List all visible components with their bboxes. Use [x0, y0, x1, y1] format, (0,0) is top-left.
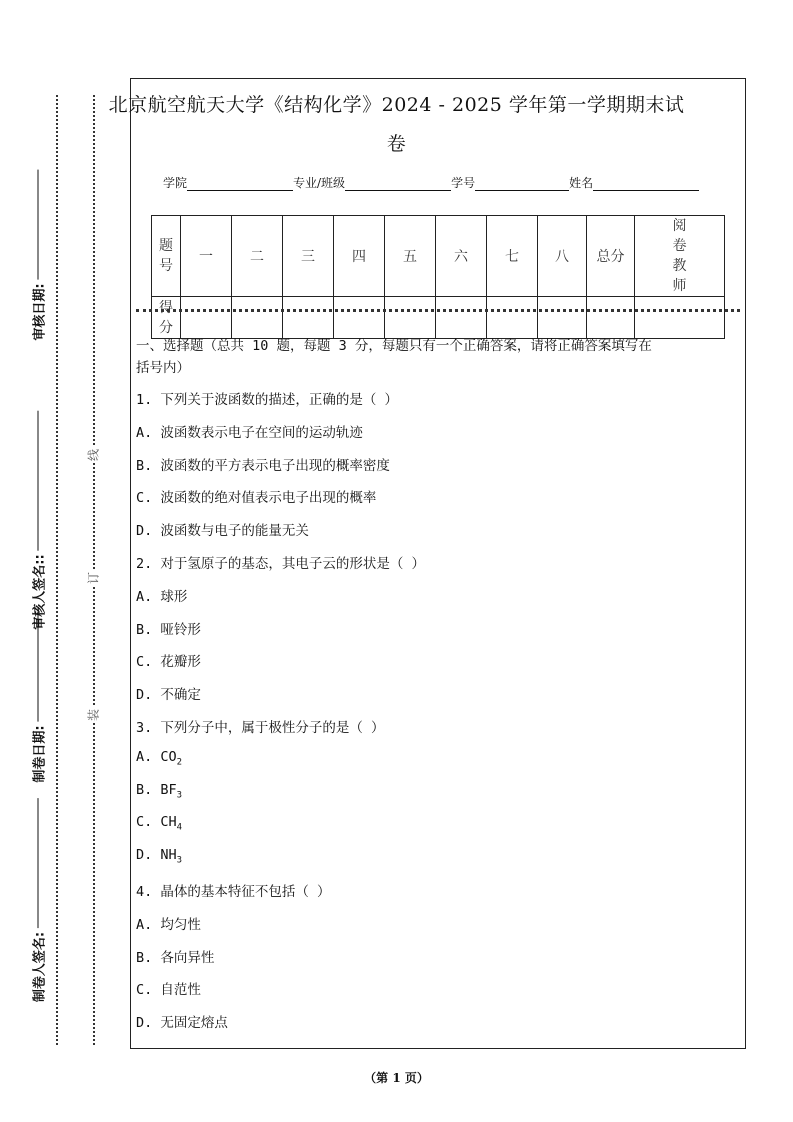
binding-mark-staple: 装	[86, 708, 101, 722]
question-stem: 4. 晶体的基本特征不包括（ ）	[136, 884, 331, 900]
answer-option: A. 均匀性	[136, 916, 201, 933]
binding-mark-line: 线	[86, 448, 101, 462]
score-cell[interactable]	[232, 297, 283, 339]
score-cell[interactable]	[436, 297, 487, 339]
college-field[interactable]	[187, 177, 293, 191]
score-table	[151, 215, 725, 339]
option-text: A. CO	[136, 748, 177, 765]
reviewer-signature-label: 审核人签名::	[32, 554, 48, 630]
review-date-line[interactable]	[38, 169, 39, 279]
student-info	[163, 174, 699, 191]
header-cell: 五	[385, 216, 436, 297]
reviewer-signature-field	[29, 410, 48, 629]
header-cell: 四	[334, 216, 385, 297]
major-label: 专业/班级	[293, 176, 346, 190]
header-cell: 七	[487, 216, 538, 297]
exam-title: 北京航空航天大学《结构化学》2024 - 2025 学年第一学期期末试	[108, 94, 685, 116]
score-table-row	[152, 297, 725, 339]
option-text: D. NH	[136, 847, 177, 864]
score-table-header	[152, 216, 725, 297]
major-field[interactable]	[345, 177, 451, 191]
separator	[136, 309, 740, 312]
setter-date-label: 制卷日期:	[32, 725, 48, 783]
row-label: 得分	[152, 297, 181, 339]
page-number: （第 1 页）	[364, 1071, 429, 1085]
answer-option	[136, 814, 182, 833]
score-cell[interactable]	[181, 297, 232, 339]
header-cell: 题号	[152, 216, 181, 297]
name-field[interactable]	[593, 177, 699, 191]
section-heading: 一、选择题（总共 10 题，每题 3 分，每题只有一个正确答案，请将正确答案填写在	[136, 338, 652, 354]
answer-option	[136, 782, 182, 801]
answer-option: C. 波函数的绝对值表示电子出现的概率	[136, 490, 377, 507]
answer-option: B. 哑铃形	[136, 621, 201, 638]
review-date-label: 审核日期:	[32, 283, 48, 341]
score-cell[interactable]	[635, 297, 725, 339]
setter-signature-field	[29, 798, 48, 1002]
header-cell: 三	[283, 216, 334, 297]
review-date-field	[29, 169, 48, 340]
score-cell[interactable]	[587, 297, 635, 339]
subscript: 3	[176, 855, 183, 866]
section-heading-cont: 括号内）	[136, 360, 190, 376]
student-id-label: 学号	[451, 176, 476, 190]
answer-option: D. 无固定熔点	[136, 1015, 228, 1032]
setter-date-line[interactable]	[38, 611, 39, 721]
answer-option: B. 波函数的平方表示电子出现的概率密度	[136, 457, 390, 474]
answer-option: D. 波函数与电子的能量无关	[136, 523, 309, 540]
score-cell[interactable]	[334, 297, 385, 339]
answer-option: D. 不确定	[136, 687, 201, 704]
setter-date-field	[29, 611, 48, 782]
header-cell: 阅卷教师	[635, 216, 725, 297]
student-id-field[interactable]	[475, 177, 569, 191]
answer-option: A. 波函数表示电子在空间的运动轨迹	[136, 424, 363, 441]
answer-option: B. 各向异性	[136, 949, 215, 966]
setter-signature-line[interactable]	[38, 798, 39, 928]
score-cell[interactable]	[385, 297, 436, 339]
score-cell[interactable]	[283, 297, 334, 339]
score-cell[interactable]	[538, 297, 587, 339]
option-text: C. CH	[136, 814, 177, 831]
question-stem: 3. 下列分子中，属于极性分子的是（ ）	[136, 720, 385, 736]
name-label: 姓名	[569, 176, 594, 190]
question-stem: 1. 下列关于波函数的描述，正确的是（ ）	[136, 392, 399, 408]
answer-option	[136, 749, 182, 768]
option-text: B. BF	[136, 781, 177, 798]
subscript: 3	[176, 790, 183, 801]
header-cell: 一	[181, 216, 232, 297]
college-label: 学院	[163, 176, 188, 190]
header-cell: 八	[538, 216, 587, 297]
exam-title-cont: 卷	[386, 133, 407, 155]
reviewer-signature-line[interactable]	[38, 410, 39, 550]
header-cell: 六	[436, 216, 487, 297]
binding-line-outer	[56, 95, 58, 1045]
binding-mark-bind: 订	[86, 571, 101, 585]
score-cell[interactable]	[487, 297, 538, 339]
header-cell: 二	[232, 216, 283, 297]
answer-option: A. 球形	[136, 588, 188, 605]
header-cell: 总分	[587, 216, 635, 297]
question-stem: 2. 对于氢原子的基态，其电子云的形状是（ ）	[136, 556, 426, 572]
answer-option	[136, 847, 182, 866]
setter-signature-label: 制卷人签名:	[32, 931, 48, 1003]
answer-option: C. 花瓣形	[136, 654, 201, 671]
subscript: 2	[176, 757, 183, 768]
subscript: 4	[176, 823, 183, 834]
answer-option: C. 自范性	[136, 982, 201, 999]
